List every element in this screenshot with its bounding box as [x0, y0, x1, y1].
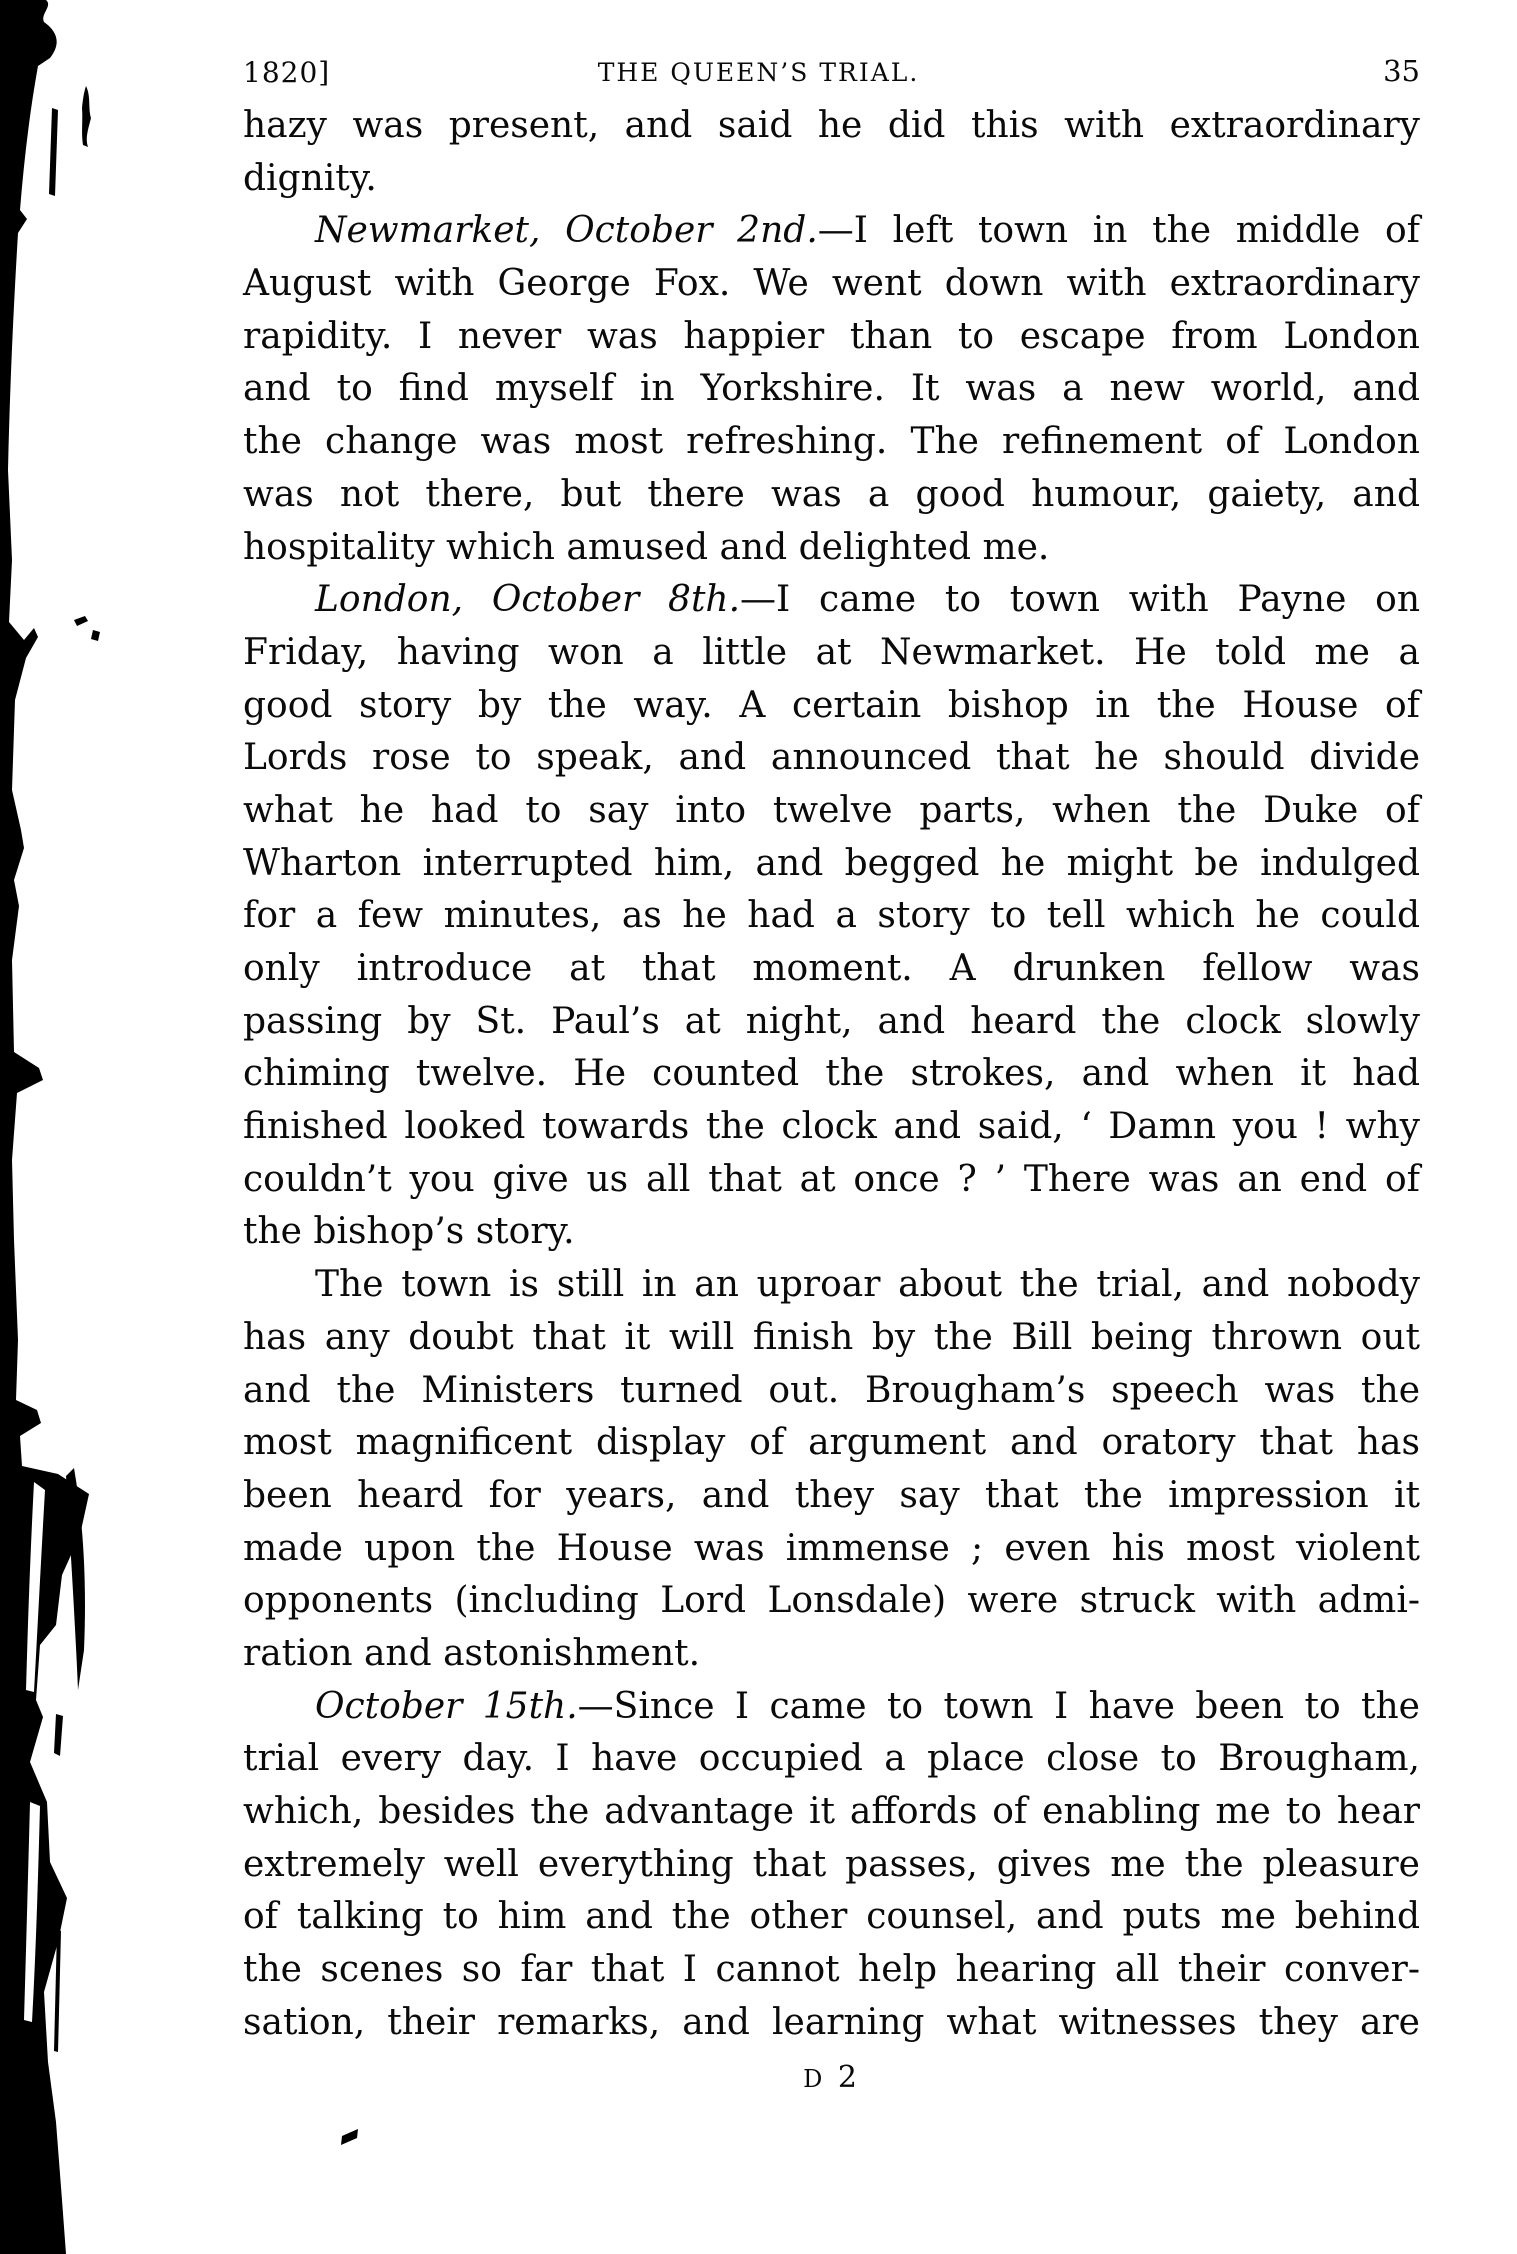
diary-date-label: Newmarket, October 2nd. [315, 210, 818, 252]
text-segment: the scenes so far that I cannot help hearing all their conver- [243, 1949, 1420, 1991]
text-segment: hazy was present, and said he did this with extraordinary [243, 105, 1420, 146]
text-segment: and the Ministers turned out. Brougham’s speech was the [243, 1369, 1420, 1411]
text-segment: passing by St. Paul’s at night, and heard the clock slowly [243, 1000, 1420, 1042]
text-line [243, 574, 1420, 627]
text-line [243, 1417, 1420, 1470]
text-segment: Friday, having won a little at Newmarket. He told me a [243, 631, 1420, 673]
header-running-title: THE QUEEN’S TRIAL. [597, 58, 920, 87]
text-segment: August with George Fox. We went down with extraordinary [243, 263, 1420, 305]
text-segment: hospitality which amused and delighted me. [243, 526, 1050, 568]
header-page-number: 35 [1383, 54, 1420, 88]
text-segment: —I left town in the middle of [817, 210, 1421, 252]
text-line [243, 100, 1420, 153]
diary-date-label: London, October 8th. [315, 579, 741, 621]
text-segment: rapidity. I never was happier than to escape from London [243, 315, 1420, 357]
text-segment: the change was most refreshing. The refinement of London [243, 421, 1420, 463]
text-line [243, 1101, 1420, 1154]
text-segment: was not there, but there was a good humour, gaiety, and [243, 473, 1420, 515]
printers-signature: D 2 [803, 2060, 860, 2095]
text-line [243, 1733, 1420, 1786]
text-segment: —Since I came to town I have been to the [577, 1685, 1420, 1727]
text-segment: trial every day. I have occupied a place close to Brougham, [243, 1738, 1420, 1780]
text-line [243, 1523, 1420, 1576]
text-segment: dignity. [243, 157, 377, 199]
text-segment: extremely well everything that passes, gives me the pleasure [243, 1843, 1420, 1885]
text-segment: of talking to him and the other counsel, and puts me behind [243, 1896, 1420, 1938]
text-line [243, 1997, 1420, 2050]
text-segment: Lords rose to speak, and announced that he should divide [243, 737, 1420, 779]
text-segment: good story by the way. A certain bishop in the House of [243, 684, 1420, 726]
text-segment: for a few minutes, as he had a story to tell which he could [243, 895, 1420, 937]
text-segment: has any doubt that it will finish by the Bill being thrown out [243, 1316, 1420, 1358]
text-line [243, 1944, 1420, 1997]
text-segment: Wharton interrupted him, and begged he might be indulged [243, 842, 1420, 884]
text-line [243, 1206, 1420, 1259]
text-line [243, 890, 1420, 943]
text-line [243, 416, 1420, 469]
text-line [243, 1681, 1420, 1734]
text-line [243, 627, 1420, 680]
text-line [243, 1365, 1420, 1418]
text-line [243, 785, 1420, 838]
text-line [243, 943, 1420, 996]
text-segment: The town is still in an uproar about the trial, and nobody [315, 1264, 1420, 1306]
text-segment: chiming twelve. He counted the strokes, and when it had [243, 1053, 1420, 1095]
text-segment: only introduce at that moment. A drunken fellow was [243, 948, 1420, 989]
text-line [243, 1575, 1420, 1628]
text-segment: couldn’t you give us all that at once ? ’ There was an end of [243, 1158, 1420, 1200]
text-line [243, 1154, 1420, 1207]
text-line [243, 732, 1420, 785]
text-segment: and to find myself in Yorkshire. It was a new world, and [243, 368, 1420, 410]
text-line [243, 996, 1420, 1049]
text-segment: sation, their remarks, and learning what witnesses they are [243, 2001, 1420, 2043]
text-line [243, 311, 1420, 364]
text-segment: most magnificent display of argument and oratory that has [243, 1422, 1420, 1464]
text-line [243, 1470, 1420, 1523]
text-segment: been heard for years, and they say that the impression it [243, 1474, 1420, 1516]
text-segment: what he had to say into twelve parts, when the Duke of [243, 789, 1420, 831]
text-line [243, 838, 1420, 891]
text-line [243, 258, 1420, 311]
text-line [243, 469, 1420, 522]
header-year: 1820] [243, 56, 331, 89]
text-line [243, 1891, 1420, 1944]
text-segment: —I came to town with Payne on [740, 579, 1421, 621]
text-line [243, 205, 1420, 258]
text-line [243, 1839, 1420, 1892]
text-line [243, 680, 1420, 733]
text-segment: the bishop’s story. [243, 1211, 575, 1253]
text-segment: made upon the House was immense ; even his most violent [243, 1527, 1420, 1569]
diary-date-label: October 15th. [315, 1685, 578, 1727]
text-line [243, 1786, 1420, 1839]
text-line [243, 522, 1420, 575]
text-line [243, 1312, 1420, 1365]
text-segment: finished looked towards the clock and said, ‘ Damn you ! why [243, 1106, 1420, 1148]
text-segment: ration and astonishment. [243, 1632, 701, 1674]
text-line [243, 363, 1420, 416]
text-segment: opponents (including Lord Lonsdale) were struck with admi- [243, 1580, 1420, 1622]
text-line [243, 1048, 1420, 1101]
text-line [243, 1259, 1420, 1312]
text-line [243, 1628, 1420, 1681]
text-segment: which, besides the advantage it affords of enabling me to hear [243, 1791, 1420, 1832]
body-text [243, 100, 1420, 2049]
text-line [243, 153, 1420, 206]
